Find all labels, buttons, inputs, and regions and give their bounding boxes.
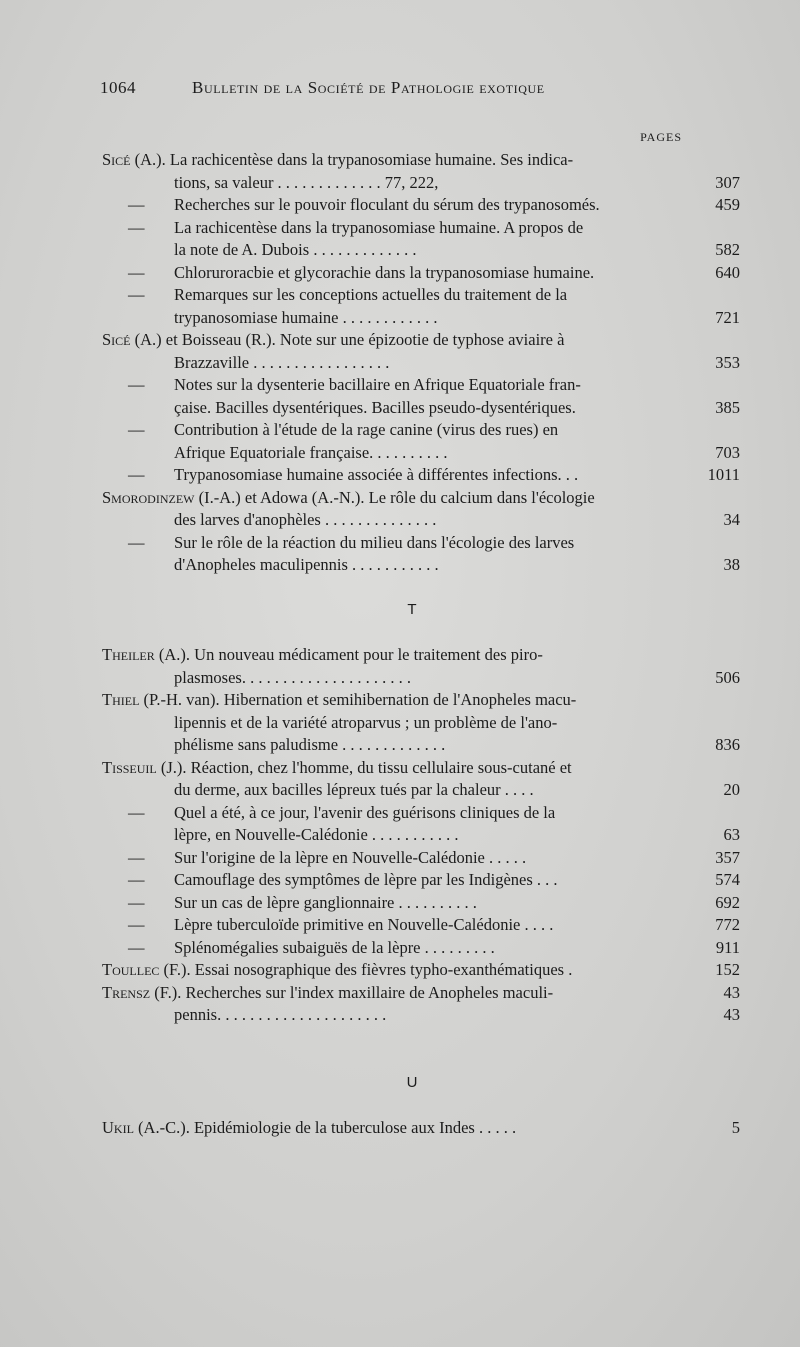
entry-continuation: plasmoses. . . . . . . . . . . . . . . . . . . . . [174,667,411,687]
ditto-dash: — [128,532,145,552]
page-ref: 772 [715,915,740,934]
index-line [102,959,742,982]
page-ref: 43 [723,1005,740,1024]
index-line [102,554,742,577]
index-line [102,802,742,825]
entry-title: La rachicentèse dans la trypanosomiase humaine. A propos de [174,217,584,237]
index-line [102,509,742,532]
journal-title: Bulletin de la Société de Pathologie exotique [192,78,545,97]
index-line [102,149,742,172]
page-ref: 640 [715,262,740,282]
ditto-dash: — [128,870,145,889]
page-ref: 506 [715,667,740,687]
index-line [102,734,742,757]
entry-continuation: Afrique Equatoriale française. . . . . . . . . . [174,442,448,462]
entry-title: (A.-C.). Epidémiologie de la tuberculose aux Indes . . . . . [133,1117,517,1137]
index-line [102,172,742,195]
page-ref: 459 [715,195,740,214]
entry-title: (I.-A.) et Adowa (A.-N.). Le rôle du calcium dans l'écologie [194,487,595,507]
entry-continuation: des larves d'anophèles . . . . . . . . . . . . . . [174,510,437,529]
entry-continuation: çaise. Bacilles dysentériques. Bacilles pseudo-dysentériques. [174,397,576,417]
page-ref: 34 [723,510,740,529]
page-ref: 703 [715,442,740,462]
entry-title: (A.). Un nouveau médicament pour le traitement des piro- [154,645,543,664]
author-name: Sicé [102,330,131,349]
entry-title: Contribution à l'étude de la rage canine (virus des rues) en [174,420,559,439]
page-ref: 152 [715,960,740,979]
page-ref: 63 [723,825,740,844]
entry-continuation: phélisme sans paludisme . . . . . . . . . . . . . [174,735,446,754]
entry-continuation: lipennis et de la variété atroparvus ; un problème de l'ano- [174,712,558,732]
page-ref: 353 [715,352,740,372]
entry-title: Sur un cas de lèpre ganglionnaire . . . . . . . . . . [174,892,477,912]
index-line [102,689,742,712]
page-ref: 43 [723,982,740,1002]
page-ref: 911 [715,937,740,957]
ditto-dash: — [128,375,145,394]
index-line [102,779,742,802]
ditto-dash: — [128,847,145,867]
page-ref: 582 [715,240,740,259]
index-line [102,757,742,780]
index-line [102,262,742,285]
index-line [102,487,742,510]
index-line [102,937,742,960]
ditto-dash: — [128,915,145,934]
index-line [102,532,742,555]
index-line [102,847,742,870]
entry-title: Sur le rôle de la réaction du milieu dans l'écologie des larves [174,532,575,552]
ditto-dash: — [128,465,145,484]
index-line [102,892,742,915]
entry-continuation: du derme, aux bacilles lépreux tués par la chaleur . . . . [174,780,534,799]
author-name: Thiel [102,690,140,709]
entry-title: (A.) et Boisseau (R.). Note sur une épizootie de typhose aviaire à [130,330,565,349]
author-name: Smorodinzew [102,487,195,507]
author-name: Toullec [102,960,160,979]
author-name: Trensz [102,982,151,1002]
author-name: Ukil [102,1117,134,1137]
entry-title: Remarques sur les conceptions actuelles du traitement de la [174,285,568,304]
index-line [102,419,742,442]
entry-title: (F.). Essai nosographique des fièvres typho-exanthématiques . [159,960,573,979]
index-line [102,869,742,892]
entry-title: Camouflage des symptômes de lèpre par les Indigènes . . . [174,870,558,889]
entry-title: (A.). La rachicentèse dans la trypanosomiase humaine. Ses indica- [130,150,574,169]
ditto-dash: — [128,285,145,304]
index-line [102,307,742,330]
section-letter: T [407,601,417,618]
entry-continuation: pennis. . . . . . . . . . . . . . . . . . . . . [174,1005,387,1024]
spacer [102,1094,742,1117]
page-ref: 385 [715,397,740,417]
author-name: Theiler [102,645,155,664]
spacer [102,577,742,600]
page-ref: 836 [715,735,740,754]
index-entries [102,149,742,1139]
entry-title: (P.-H. van). Hibernation et semihibernation de l'Anopheles macu- [139,690,577,709]
ditto-dash: — [128,937,145,957]
ditto-dash: — [128,195,145,214]
index-line [102,464,742,487]
pages-column-label: PAGES [640,130,682,144]
section-letter: U [406,1073,418,1091]
index-line [102,667,742,690]
entry-title: Sur l'origine de la lèpre en Nouvelle-Calédonie . . . . . [174,847,527,867]
ditto-dash: — [128,217,145,237]
page-number: 1064 [100,78,136,97]
index-line [102,1004,742,1027]
entry-continuation: Brazzaville . . . . . . . . . . . . . . . . . [174,352,390,372]
index-line [102,397,742,420]
entry-title: Trypanosomiase humaine associée à différentes infections. . . [174,465,579,484]
index-line [102,239,742,262]
entry-continuation: d'Anopheles maculipennis . . . . . . . . . . . [174,555,439,574]
index-line [102,1117,742,1140]
entry-title: (F.). Recherches sur l'index maxillaire de Anopheles maculi- [150,982,554,1002]
page-ref: 692 [715,892,740,912]
index-line [102,194,742,217]
entry-continuation: tions, sa valeur . . . . . . . . . . . . . 77, 222, [174,172,439,192]
entry-continuation: trypanosomiase humaine . . . . . . . . . . . . [174,307,438,327]
page-ref: 721 [715,307,740,327]
spacer [102,622,742,645]
index-line [102,982,742,1005]
ditto-dash: — [128,892,145,912]
page-ref: 1011 [707,465,740,484]
page-ref: 574 [715,870,740,889]
index-line [102,352,742,375]
index-line [102,442,742,465]
spacer [102,1049,742,1072]
page-ref: 38 [723,555,740,574]
index-line [102,914,742,937]
author-name: Sicé [102,150,131,169]
index-line [102,644,742,667]
ditto-dash: — [128,802,145,822]
entry-title: Lèpre tuberculoïde primitive en Nouvelle-Calédonie . . . . [174,915,554,934]
index-line [102,824,742,847]
index-line [102,374,742,397]
index-line [102,284,742,307]
page-ref: 307 [715,172,740,192]
page-ref: 20 [723,780,740,799]
entry-continuation: lèpre, en Nouvelle-Calédonie . . . . . . . . . . . [174,825,459,844]
entry-title: Splénomégalies subaiguës de la lèpre . . . . . . . . . [174,937,495,957]
entry-continuation: la note de A. Dubois . . . . . . . . . . . . . [174,240,417,259]
ditto-dash: — [128,262,145,282]
page-ref: 5 [731,1117,740,1137]
entry-title: Quel a été, à ce jour, l'avenir des guérisons cliniques de la [174,802,556,822]
ditto-dash: — [128,420,145,439]
entry-title: (J.). Réaction, chez l'homme, du tissu cellulaire sous-cutané et [156,757,572,777]
entry-title: Chloruroracbie et glycorachie dans la trypanosomiase humaine. [174,262,595,282]
author-name: Tisseuil [102,757,157,777]
entry-title: Recherches sur le pouvoir floculant du sérum des trypanosomés. [174,195,600,214]
index-line [102,712,742,735]
spacer [102,1027,742,1050]
entry-title: Notes sur la dysenterie bacillaire en Afrique Equatoriale fran- [174,375,581,394]
index-line [102,217,742,240]
page-ref: 357 [715,847,740,867]
index-line [102,329,742,352]
